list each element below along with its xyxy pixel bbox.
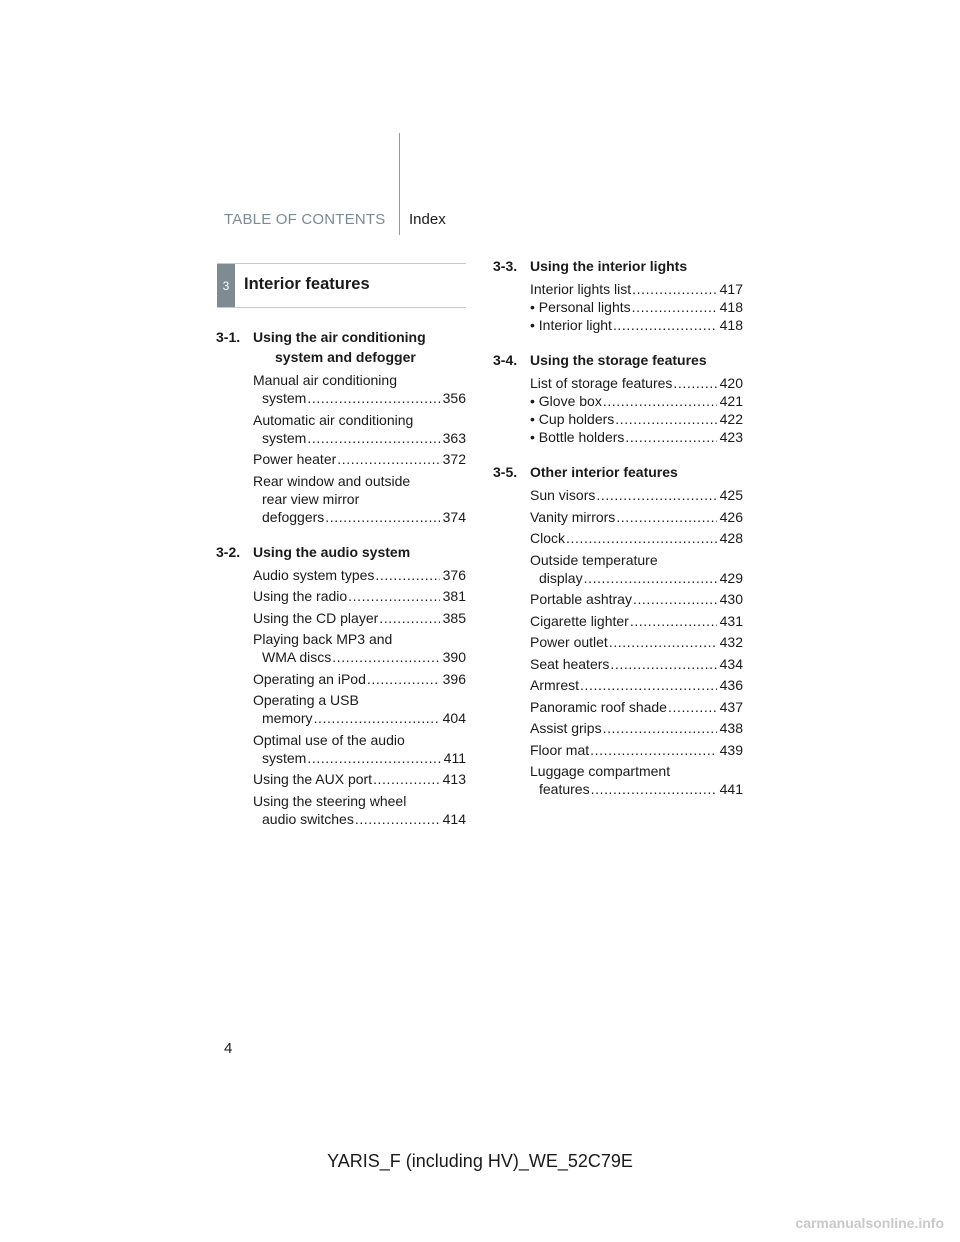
toc-entry[interactable] <box>530 316 743 334</box>
entry-label-cont: rear view mirror <box>262 490 360 507</box>
toc-group-3-2 <box>216 542 466 828</box>
page-number: 4 <box>224 1040 233 1057</box>
entry-label: Playing back MP3 and <box>253 631 393 647</box>
entry-label-cont: defoggers <box>262 508 325 525</box>
watermark: carmanualsonline.info <box>795 1215 944 1231</box>
entry-label: Using the AUX port <box>253 771 373 787</box>
toc-entry[interactable] <box>253 587 466 605</box>
entry-label-cont: display <box>539 569 583 586</box>
entry-page-link[interactable]: 421 <box>719 393 743 409</box>
toc-entry[interactable] <box>530 374 743 392</box>
entry-page-link[interactable]: 417 <box>719 281 743 297</box>
entry-page-link[interactable]: 356 <box>442 390 466 406</box>
entry-page-link[interactable]: 430 <box>719 591 743 607</box>
toc-entry[interactable] <box>253 450 466 468</box>
section-title: Interior features <box>244 275 370 293</box>
entry-page-link[interactable]: 436 <box>719 677 743 693</box>
entry-page-link[interactable]: 438 <box>719 720 743 736</box>
toc-entry[interactable] <box>530 590 743 608</box>
toc-entry[interactable] <box>530 298 743 316</box>
toc-entry[interactable] <box>530 655 743 673</box>
entry-label: Using the steering wheel <box>253 792 407 809</box>
toc-entry[interactable] <box>253 770 466 788</box>
section-number-tab: 3 <box>217 264 235 307</box>
entry-page-link[interactable]: 418 <box>719 299 743 315</box>
toc-entry[interactable] <box>530 486 743 504</box>
toc-entry[interactable] <box>253 371 466 407</box>
entry-label: Rear window and outside <box>253 472 411 489</box>
toc-entry[interactable] <box>530 392 743 410</box>
entry-label: Using the CD player <box>253 609 379 626</box>
toc-entry[interactable] <box>253 472 466 526</box>
nav-table-of-contents-link[interactable]: TABLE OF CONTENTS <box>224 211 386 228</box>
entry-label: Manual air conditioning <box>253 372 397 388</box>
entry-page-link[interactable]: 404 <box>442 710 466 726</box>
toc-entry[interactable] <box>530 612 743 630</box>
toc-entry[interactable] <box>253 691 466 727</box>
entry-label: Cigarette lighter <box>530 612 629 629</box>
entry-label: • Personal lights <box>530 299 631 315</box>
entry-page-link[interactable]: 429 <box>719 569 743 586</box>
toc-entry[interactable] <box>253 670 466 688</box>
toc-entry[interactable] <box>253 630 466 666</box>
toc-entry[interactable] <box>530 676 743 694</box>
toc-entry[interactable] <box>253 411 466 447</box>
nav-index-link[interactable]: Index <box>409 211 446 228</box>
toc-column-left <box>216 327 466 844</box>
entry-page-link[interactable]: 425 <box>719 487 743 503</box>
toc-group-3-5 <box>493 462 743 798</box>
entry-page-link[interactable]: 437 <box>719 698 743 715</box>
toc-entry[interactable] <box>530 741 743 759</box>
entry-label: Power heater <box>253 451 337 467</box>
toc-column-right <box>493 256 743 814</box>
entry-page-link[interactable]: 390 <box>442 649 466 665</box>
group-title: Using the storage features <box>530 352 707 368</box>
toc-entry[interactable] <box>530 698 743 716</box>
entry-page-link[interactable]: 439 <box>719 741 743 758</box>
entry-page-link[interactable]: 413 <box>442 771 466 787</box>
entry-page-link[interactable]: 423 <box>719 429 743 445</box>
entry-label: Using the radio <box>253 588 348 604</box>
toc-entry[interactable] <box>530 410 743 428</box>
toc-entry[interactable] <box>530 428 743 446</box>
entry-label: Portable ashtray <box>530 591 632 607</box>
toc-entry[interactable] <box>530 529 743 547</box>
entry-label: Luggage compartment <box>530 763 671 779</box>
toc-entry[interactable] <box>253 731 466 767</box>
entry-label: Outside temperature <box>530 551 658 568</box>
entry-label: Optimal use of the audio <box>253 731 405 748</box>
group-heading <box>216 542 466 562</box>
entry-page-link[interactable]: 422 <box>719 411 743 427</box>
entry-page-link[interactable]: 426 <box>719 508 743 525</box>
group-number: 3-1. <box>216 329 241 345</box>
group-heading <box>493 256 743 276</box>
entry-label: Vanity mirrors <box>530 508 616 525</box>
entry-page-link[interactable]: 411 <box>443 749 466 766</box>
entry-page-link[interactable]: 381 <box>442 588 466 604</box>
entry-label: Armrest <box>530 677 579 693</box>
entry-page-link[interactable]: 374 <box>442 508 466 525</box>
entry-label: Sun visors <box>530 487 596 503</box>
entry-page-link[interactable]: 363 <box>442 429 466 446</box>
entry-label-cont: system <box>262 390 307 406</box>
entry-label-cont: system <box>262 429 307 446</box>
entry-label: Automatic air conditioning <box>253 411 414 428</box>
toc-entry[interactable] <box>530 762 743 798</box>
group-number: 3-2. <box>216 543 241 560</box>
entry-label: Interior lights list <box>530 281 632 297</box>
entry-label: • Interior light <box>530 317 612 333</box>
toc-entry[interactable] <box>530 551 743 587</box>
entry-label-cont: WMA discs <box>262 649 332 665</box>
group-title: Using the air conditioning system and defogger <box>253 329 426 365</box>
group-heading <box>216 327 466 367</box>
entry-page-link[interactable]: 372 <box>442 451 466 467</box>
group-title: Using the interior lights <box>530 258 688 274</box>
entry-page-link[interactable]: 434 <box>719 655 743 672</box>
entry-label-cont: memory <box>262 710 313 726</box>
entry-page-link[interactable]: 428 <box>719 530 743 546</box>
entry-label: Power outlet <box>530 634 608 650</box>
entry-page-link[interactable]: 396 <box>442 670 466 687</box>
group-title: Other interior features <box>530 464 678 480</box>
entry-page-link[interactable]: 441 <box>719 781 743 797</box>
group-number: 3-5. <box>493 464 518 480</box>
toc-entry[interactable] <box>530 633 743 651</box>
group-heading <box>493 462 743 482</box>
entry-label: Operating a USB <box>253 692 359 708</box>
section-header <box>217 263 466 308</box>
toc-entry[interactable] <box>253 792 466 828</box>
group-heading <box>493 350 743 370</box>
nav-divider <box>399 133 400 235</box>
entry-label: Audio system types <box>253 566 375 583</box>
entry-label: Clock <box>530 530 566 546</box>
document-id: YARIS_F (including HV)_WE_52C79E <box>327 1151 633 1171</box>
toc-entry[interactable] <box>253 566 466 584</box>
entry-label: Seat heaters <box>530 655 610 672</box>
entry-page-link[interactable]: 414 <box>442 810 466 827</box>
toc-entry[interactable] <box>253 609 466 627</box>
entry-label: Assist grips <box>530 720 602 736</box>
entry-label: • Bottle holders <box>530 429 625 445</box>
group-number: 3-4. <box>493 352 518 368</box>
entry-label: Panoramic roof shade <box>530 698 667 715</box>
entry-label-cont: features <box>539 781 590 797</box>
group-title: Using the audio system <box>253 543 411 560</box>
group-number: 3-3. <box>493 258 518 274</box>
entry-page-link[interactable]: 420 <box>719 375 743 391</box>
entry-page-link[interactable]: 432 <box>719 634 743 650</box>
entry-label: List of storage features <box>530 375 673 391</box>
entry-label-cont: audio switches <box>262 810 354 827</box>
entry-label: Operating an iPod <box>253 670 366 687</box>
entry-page-link[interactable]: 431 <box>719 612 743 629</box>
entry-page-link[interactable]: 376 <box>442 566 466 583</box>
toc-group-3-3 <box>493 256 743 334</box>
entry-page-link[interactable]: 385 <box>442 609 466 626</box>
toc-group-3-1 <box>216 327 466 526</box>
entry-label: • Glove box <box>530 393 602 409</box>
entry-label-cont: system <box>262 749 307 766</box>
toc-entry[interactable] <box>530 508 743 526</box>
toc-entry[interactable] <box>530 719 743 737</box>
entry-label: Floor mat <box>530 741 590 758</box>
toc-group-3-4 <box>493 350 743 446</box>
toc-entry[interactable] <box>530 280 743 298</box>
entry-page-link[interactable]: 418 <box>719 317 743 333</box>
entry-label: • Cup holders <box>530 411 615 427</box>
